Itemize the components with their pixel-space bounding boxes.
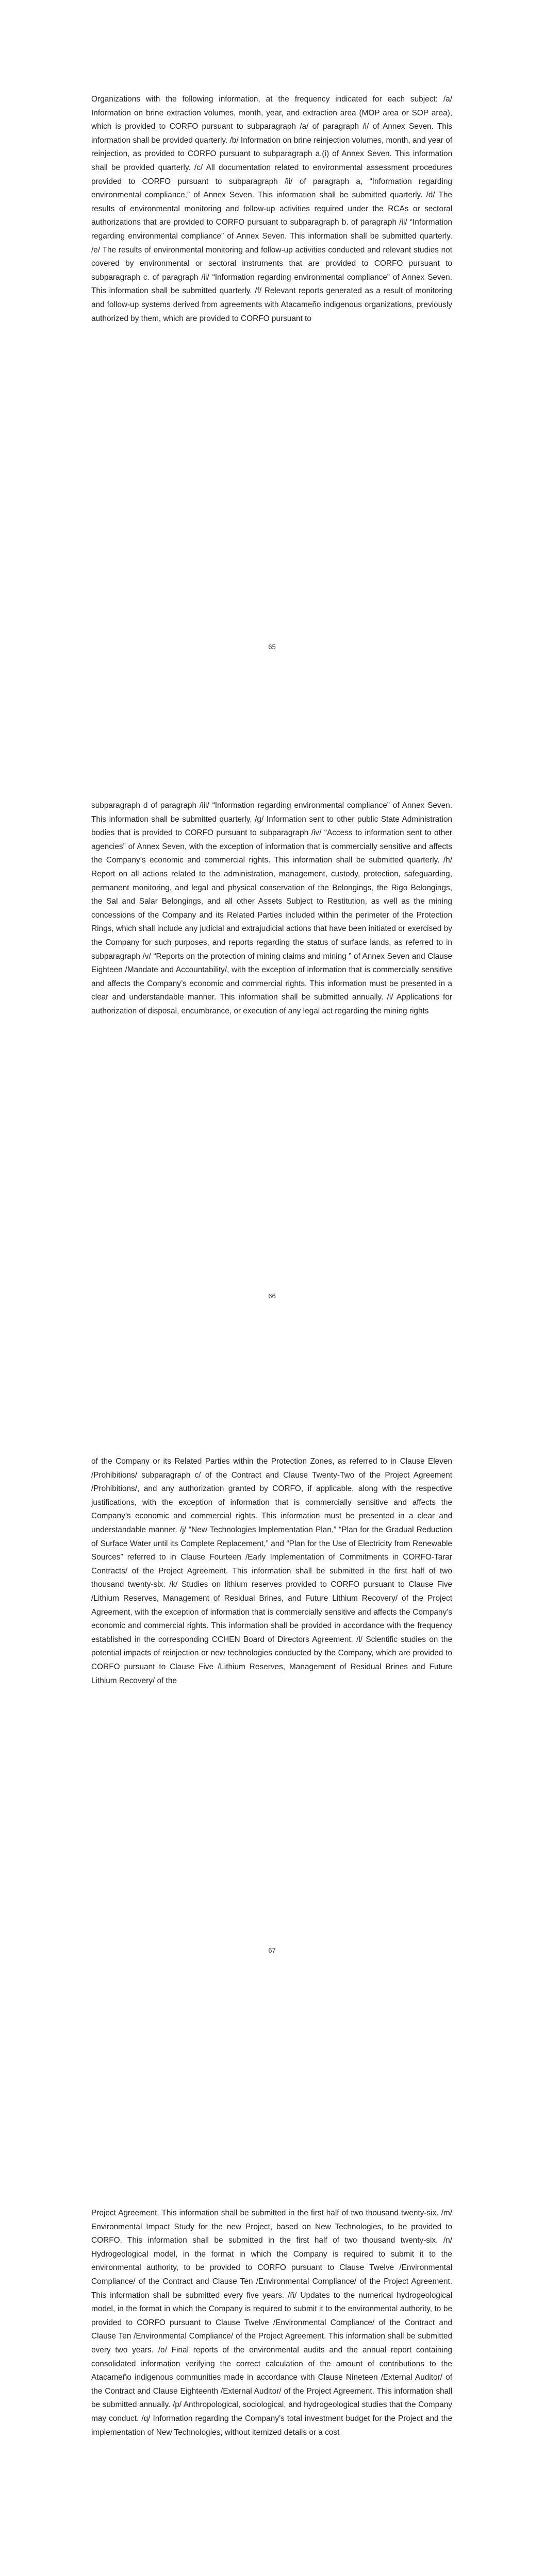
page-number: 65: [268, 643, 276, 651]
page-number: 66: [268, 1292, 276, 1300]
page-number: 67: [268, 1946, 276, 1954]
page-68: [0, 2110, 544, 2576]
page-66: [0, 703, 544, 1406]
page-body-text: Project Agreement. This information shall be submitted in the first half of two thousand twenty-six. /m/ Environmental Impact Study for the new Project, based on New Technologies, to be provided to CORFO. This information shall be submitted in the first half of two thousand twenty-six. /n/ Hydrogeological model, in the format in which the Company is required to submit it to the environmental authority, to be provided to CORFO pursuant to Clause Twelve /Environmental Compliance/ of the Contract and Clause Ten /Environmental Compliance/ of the Project Agreement. This information shall be submitted every five years. /ñ/ Updates to the numerical hydrogeological model, in the format in which the Company is required to submit it to the environmental authority, to be provided to CORFO pursuant to Clause Twelve /Environmental Compliance/ of the Contract and Clause Ten /Environmental Compliance/ of the Project Agreement. This information shall be submitted every two years. /o/ Final reports of the environmental audits and the annual report containing consolidated information verifying the correct calculation of the amount of contributions to the Atacameño indigenous communities made in accordance with Clause Nineteen /External Auditor/ of the Contract and Clause Eighteenth /External Auditor/ of the Project Agreement. This information shall be submitted annually. /p/ Anthropological, sociological, and hydrogeological studies that the Company may conduct. /q/ Information regarding the Company’s total investment budget for the Project and the implementation of New Technologies, without itemized details or a cost: [91, 2209, 452, 2437]
page-body-text: subparagraph d of paragraph /iii/ “Information regarding environmental compliance” of Annex Seven. This information shall be submitted quarterly. /g/ Information sent to other public State Administration bodies that is provided to CORFO pursuant to subparagraph /iv/ “Access to information sent to other agencies” of Annex Seven, with the exception of information that is commercially sensitive and affects the Company’s economic and commercial rights. This information shall be submitted quarterly. /h/ Report on all actions related to the administration, management, custody, protection, safeguarding, permanent monitoring, and legal and physical conservation of the Belongings, the Rigo Belongings, the Sal and Salar Belongings, and all other Assets Subject to Restitution, as well as the mining concessions of the Company and its Related Parties included within the perimeter of the Protection Rings, which shall include any judicial and extrajudicial actions that have been initiated or exercised by the Company for such purposes, and reports regarding the status of surface lands, as referred to in subparagraph /v/ “Reports on the protection of mining claims and mining ” of Annex Seven and Clause Eighteen /Mandate and Accountability/, with the exception of information that is commercially sensitive and affects the Company’s economic and commercial rights. This information must be presented in a clear and understandable manner. This information shall be submitted annually. /i/ Applications for authorization of disposal, encumbrance, or execution of any legal act regarding the mining rights: [91, 801, 452, 1015]
page-body-text: of the Company or its Related Parties within the Protection Zones, as referred to in Clause Eleven /Prohibitions/ subparagraph c/ of the Contract and Clause Twenty-Two of the Project Agreement /Prohibitions/, and any authorization granted by CORFO, if applicable, along with the respective justifications, with the exception of information that is commercially sensitive and affects the Company’s economic and commercial rights. This information must be presented in a clear and understandable manner. /j/ “New Technologies Implementation Plan,” “Plan for the Gradual Reduction of Surface Water until its Complete Replacement,” and “Plan for the Use of Electricity from Renewable Sources” referred to in Clause Fourteen /Early Implementation of Commitments in CORFO-Tarar Contracts/ of the Project Agreement. This information shall be submitted in the first half of two thousand twenty-six. /k/ Studies on lithium reserves provided to CORFO pursuant to Clause Five /Lithium Reserves, Management of Residual Brines, and Future Lithium Recovery/ of the Project Agreement, with the exception of information that is commercially sensitive and affects the Company’s economic and commercial rights. This information shall be provided in accordance with the frequency established in the corresponding CCHEN Board of Directors Agreement. /l/ Scientific studies on the potential impacts of reinjection or new technologies conducted by the Company, which are provided to CORFO pursuant to Clause Five /Lithium Reserves, Management of Residual Brines and Future Lithium Recovery/ of the: [91, 1457, 452, 1685]
page-body-text: Organizations with the following information, at the frequency indicated for each subject: /a/ Information on brine extraction volumes, month, year, and extraction area (MOP area or SOP area), which is provided to CORFO pursuant to subparagraph /a/ of paragraph /i/ of Annex Seven. This information shall be provided quarterly. /b/ Information on brine reinjection volumes, month, and year of reinjection, as provided to CORFO pursuant to subparagraph a.(i) of Annex Seven. This information shall be provided quarterly. /c/ All documentation related to environmental assessment procedures provided to CORFO pursuant to subparagraph /ii/ of paragraph a, “Information regarding environmental compliance,” of Annex Seven. This information shall be submitted quarterly. /d/ The results of environmental monitoring and follow-up activities required under the RCAs or sectoral authorizations that are provided to CORFO pursuant to subparagraph b. of paragraph /ii/ “Information regarding environmental compliance” of Annex Seven. This information shall be submitted quarterly. /e/ The results of environmental monitoring and follow-up activities conducted and relevant studies not covered by environmental or sectoral instruments that are provided to CORFO pursuant to subparagraph c. of paragraph /ii/ “Information regarding environmental compliance” of Annex Seven. This information shall be submitted quarterly. /f/ Relevant reports generated as a result of monitoring and follow-up systems derived from agreements with Atacameño indigenous organizations, previously authorized by them, which are provided to CORFO pursuant to: [91, 95, 452, 323]
page-65: [0, 0, 544, 703]
page-67: [0, 1406, 544, 2110]
